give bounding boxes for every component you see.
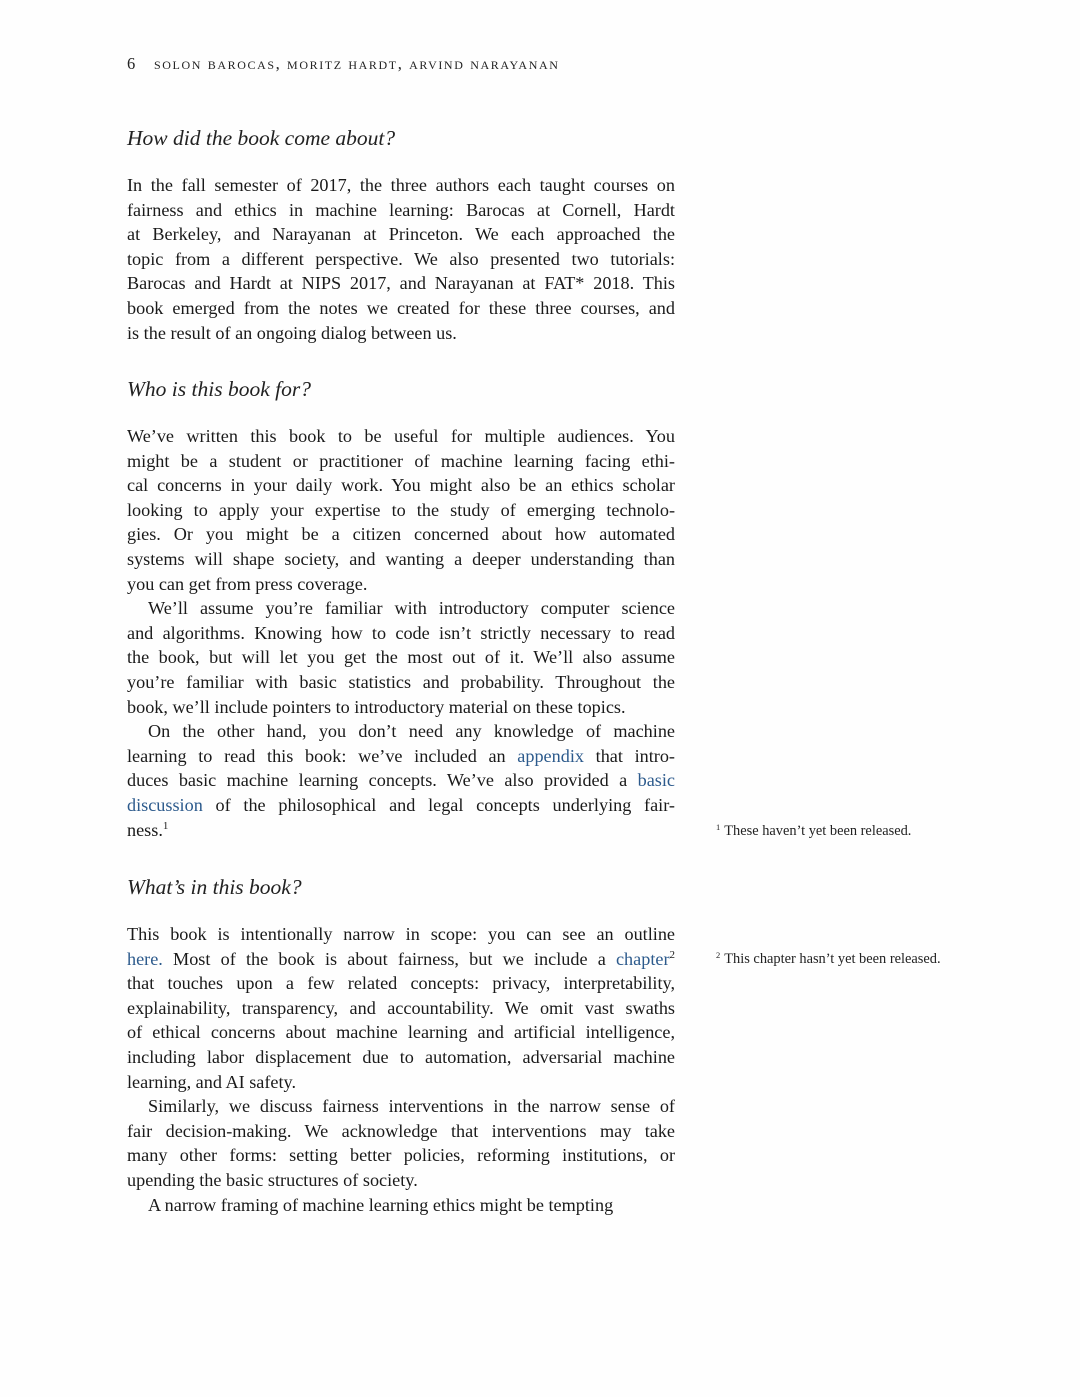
text-line [127,793,675,818]
sidenote-mark: 1 [716,822,721,832]
text-line: at Berkeley, and Narayanan at Princeton. We each approached the [127,224,675,245]
sidenote-mark: 2 [716,950,721,960]
basic-discussion-link[interactable]: basic [637,770,675,791]
text-line: gies. Or you might be a citizen concerned about how automated [127,524,675,545]
text-line: cal concerns in your daily work. You might also be an ethics scholar [127,475,675,496]
sidenote-2 [716,950,941,968]
text-line: is the result of an ongoing dialog between us. [127,322,457,343]
text-line: This book is intentionally narrow in scope: you can see an outline [127,924,675,944]
text-span: ness. [127,819,163,840]
text-line [127,818,675,843]
text-line [127,744,675,769]
text-line [127,947,675,972]
text-span: that intro- [583,745,675,766]
sidenote-1 [716,822,911,840]
running-head-authors: solon barocas, moritz hardt, arvind narayanan [154,54,560,73]
text-line: A narrow framing of machine learning ethics might be tempting [148,1194,614,1215]
outline-link[interactable]: here. [127,948,163,969]
text-line: that touches upon a few related concepts: privacy, interpretability, [127,973,675,994]
text-line: might be a student or practitioner of machine learning facing ethi- [127,450,675,471]
section-heading-origin: How did the book come about? [127,126,396,150]
sidenote-text: This chapter hasn’t yet been released. [724,951,941,967]
text-line: and algorithms. Knowing how to code isn’t strictly necessary to read [127,622,675,643]
sidenote-text: These haven’t yet been released. [724,823,912,839]
text-line: fairness and ethics in machine learning: Barocas at Cornell, Hardt [127,199,675,220]
text-line: We’ll assume you’re familiar with introductory computer science [148,598,675,619]
paragraph-audience-1 [127,424,675,842]
text-span: of the philosophical and legal concepts underlying fair- [202,794,675,815]
text-line: On the other hand, you don’t need any knowledge of machine [148,721,675,742]
text-span: Most of the book is about fairness, but we include a [162,948,616,969]
text-line: In the fall semester of 2017, the three authors each taught courses on [127,175,675,195]
text-line: the book, but will let you get the most out of it. We’ll also assume [127,647,675,668]
text-line: including labor displacement due to automation, adversarial machine [127,1046,675,1067]
paragraph-origin [127,173,675,345]
text-line: of ethical concerns about machine learning and artificial intelligence, [127,1022,675,1043]
text-line: Barocas and Hardt at NIPS 2017, and Narayanan at FAT* 2018. This [127,273,675,294]
text-line: systems will shape society, and wanting a deeper understanding than [127,548,675,569]
text-line: fair decision-making. We acknowledge that interventions may take [127,1120,675,1141]
text-line: Similarly, we discuss fairness interventions in the narrow sense of [148,1096,675,1117]
footnote-ref-2[interactable]: 2 [669,948,675,961]
text-line: book, we’ll include pointers to introductory material on these topics. [127,696,626,717]
text-line: you can get from press coverage. [127,573,368,594]
basic-discussion-link-cont[interactable]: discussion [127,794,203,815]
text-line: learning, and AI safety. [127,1071,297,1092]
section-heading-contents: What’s in this book? [127,875,302,899]
footnote-ref-1[interactable]: 1 [162,819,169,832]
running-head [127,54,560,74]
text-line: upending the basic structures of society. [127,1169,418,1190]
text-line: you’re familiar with basic statistics and probability. Throughout the [127,671,675,692]
text-span: learning to read this book: we’ve included an [127,745,518,766]
chapter-link[interactable]: chapter [615,948,670,969]
text-line: explainability, transparency, and accountability. We omit vast swaths [127,997,675,1018]
page-number: 6 [127,54,136,73]
text-line: book emerged from the notes we created for these three courses, and [127,297,675,318]
text-line: We’ve written this book to be useful for multiple audiences. You [127,426,675,446]
text-line [127,768,675,793]
text-line: many other forms: setting better policies, reforming institutions, or [127,1145,675,1166]
paragraph-contents-1 [127,922,675,1217]
section-heading-audience: Who is this book for? [127,377,311,401]
text-line: topic from a different perspective. We also presented two tutorials: [127,248,675,269]
text-line: looking to apply your expertise to the study of emerging technolo- [127,499,675,520]
appendix-link[interactable]: appendix [517,745,584,766]
text-span: duces basic machine learning concepts. We’ve also provided a [127,770,638,791]
